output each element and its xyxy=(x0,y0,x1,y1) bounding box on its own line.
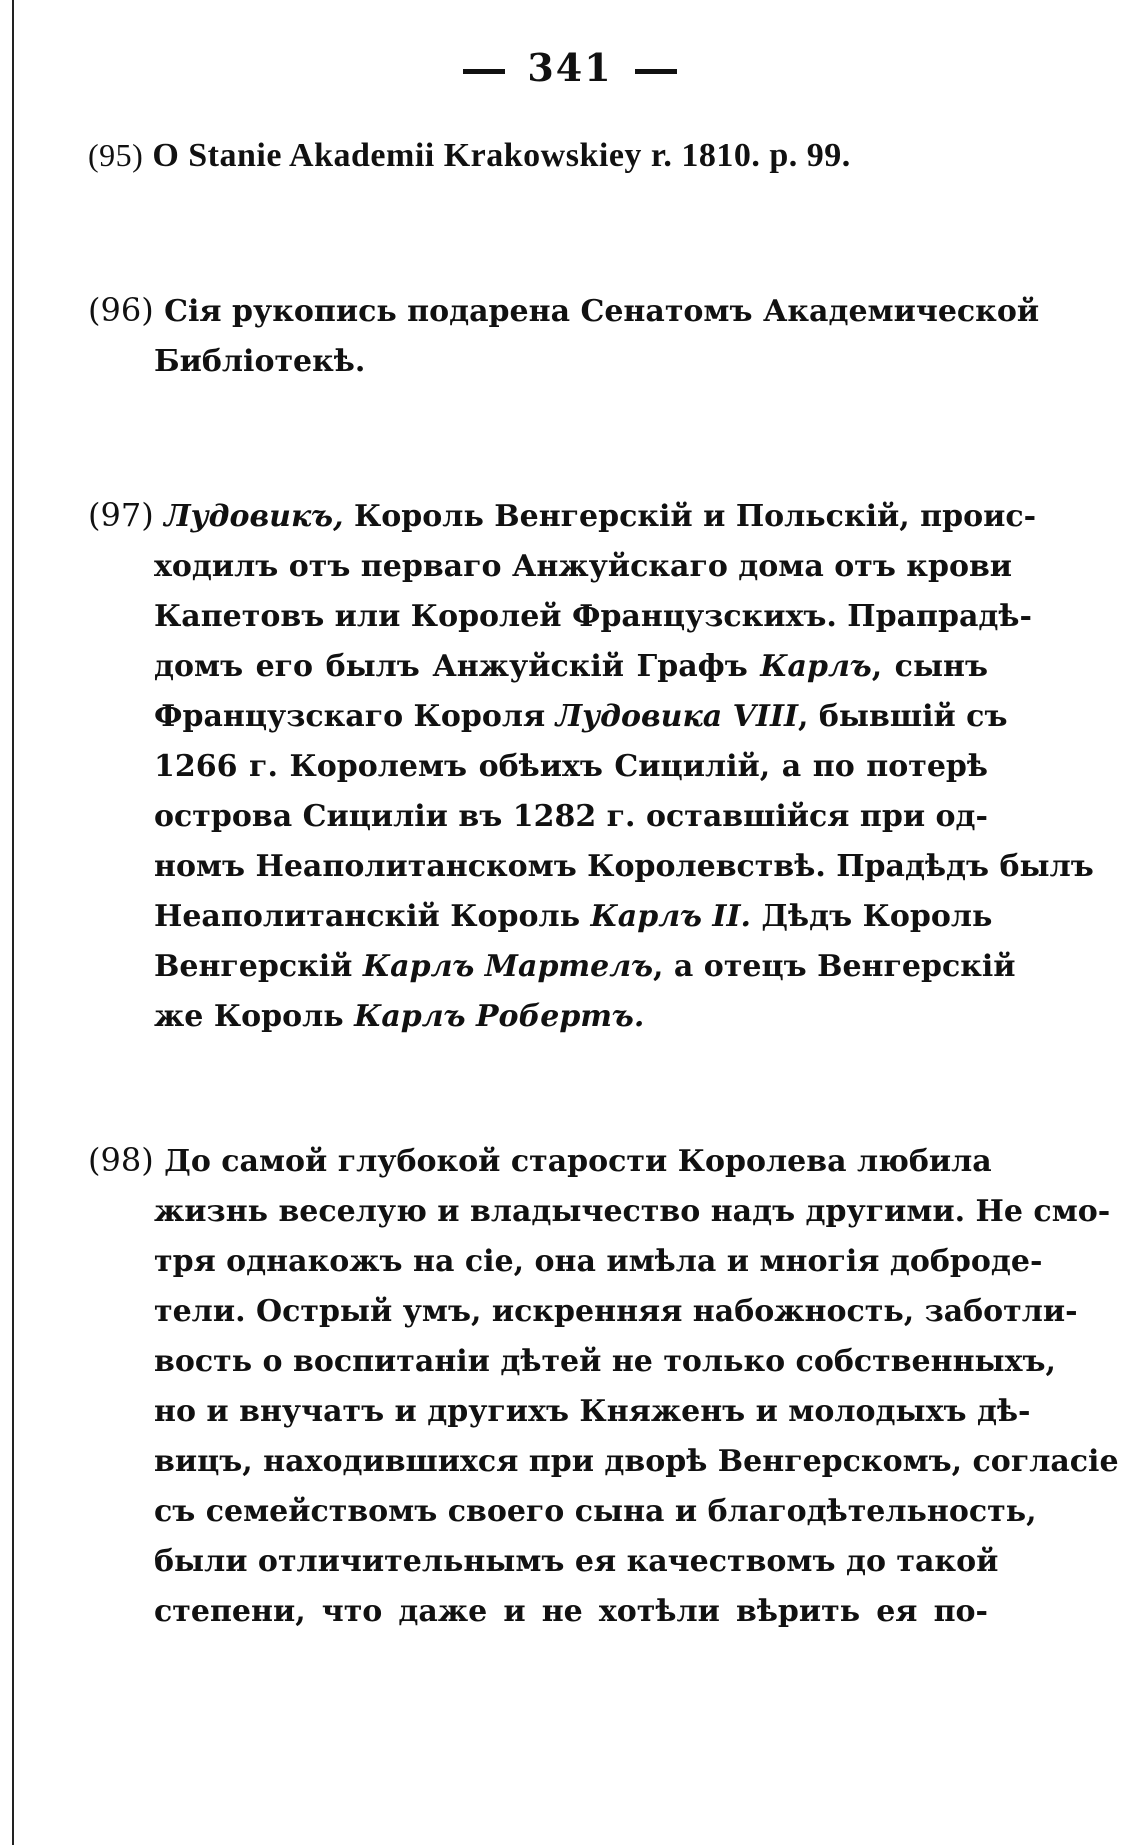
footnote-97 xyxy=(88,490,1094,1042)
footnote-97-name-karl-robert: Карлъ Робертъ. xyxy=(354,999,645,1034)
footnote-98-line-3: тря однакожъ на сіе, она имѣла и многія доброде- xyxy=(154,1244,1043,1279)
footnote-96-text-1: Сія рукопись подарена Сенатомъ Академической xyxy=(164,294,1040,329)
footnote-95-text: O Stanie Akademii Krakowskiey r. 1810. p. 99. xyxy=(152,137,851,174)
footnote-97-line-5 xyxy=(88,692,1008,742)
footnote-97-text-11a: же Король xyxy=(154,999,355,1034)
footnote-98 xyxy=(88,1135,1119,1637)
page-header xyxy=(0,45,1140,90)
footnote-97-text-5c: , бывшій съ xyxy=(798,699,1008,734)
footnote-97-text-5a: Французскаго Короля xyxy=(154,699,556,734)
footnote-97-line-2: ходилъ отъ перваго Анжуйскаго дома отъ крови xyxy=(154,549,1013,584)
footnote-97-name-ludovik: Лудовикъ, xyxy=(164,499,344,534)
footnote-96 xyxy=(88,285,1040,387)
footnote-97-text-10a: Венгерскій xyxy=(154,949,363,984)
footnote-98-line-2: жизнь веселую и владычество надъ другими. Не смо- xyxy=(154,1194,1111,1229)
footnote-97-line-9 xyxy=(88,892,993,942)
footnote-97-line-10 xyxy=(88,942,1016,992)
footnote-97-text-9a: Неаполитанскій Король xyxy=(154,899,591,934)
footnote-97-name-karl: Карлъ xyxy=(760,649,872,684)
header-dash-left xyxy=(463,69,505,74)
footnote-95-number: (95) xyxy=(88,137,144,173)
footnote-98-line-5: вость о воспитаніи дѣтей не только собственныхъ, xyxy=(154,1344,1056,1379)
footnote-97-text-10c: , а отецъ Венгерскій xyxy=(653,949,1016,984)
page-margin-rule xyxy=(12,0,14,1845)
footnote-98-number: (98) xyxy=(88,1141,154,1179)
footnote-97-number: (97) xyxy=(88,496,154,534)
footnote-97-line-8: номъ Неаполитанскомъ Королевствѣ. Прадѣдъ былъ xyxy=(154,849,1094,884)
footnote-97-text-9c: Дѣдъ Король xyxy=(750,899,993,934)
footnote-97-name-ludovik-viii: Лудовика VIII xyxy=(555,699,799,734)
footnote-98-text-1: До самой глубокой старости Королева любила xyxy=(164,1144,992,1179)
footnote-98-line-7: вицъ, находившихся при дворѣ Венгерскомъ, согласіе xyxy=(154,1444,1119,1479)
footnote-97-line-1 xyxy=(88,490,1037,542)
footnote-98-line-8: съ семействомъ своего сына и благодѣтельность, xyxy=(154,1494,1037,1529)
footnote-97-text-4a: домъ его былъ Анжуйскій Графъ xyxy=(154,649,761,684)
footnote-95 xyxy=(88,130,988,181)
footnote-98-line-1 xyxy=(88,1135,992,1187)
footnote-97-line-7: острова Сициліи въ 1282 г. оставшійся при од- xyxy=(154,799,988,834)
footnote-98-line-6: но и внучатъ и другихъ Княженъ и молодыхъ дѣ- xyxy=(154,1394,1031,1429)
header-dash-right xyxy=(635,69,677,74)
footnote-97-name-karl-ii: Карлъ II. xyxy=(590,899,751,934)
footnote-97-text-1: Король Венгерскій и Польскій, проис- xyxy=(343,499,1037,534)
footnote-98-line-10: степени, что даже и не хотѣли вѣрить ея по- xyxy=(154,1594,988,1629)
footnote-96-number: (96) xyxy=(88,291,154,329)
page-number: 341 xyxy=(527,45,613,90)
footnote-97-line-11 xyxy=(88,992,988,1042)
footnote-97-line-3: Капетовъ или Королей Французскихъ. Прапрадѣ- xyxy=(154,599,1032,634)
footnote-96-line-1 xyxy=(88,285,1040,337)
footnote-98-line-4: тели. Острый умъ, искренняя набожность, заботли- xyxy=(154,1294,1078,1329)
footnote-97-text-4c: , сынъ xyxy=(871,649,988,684)
footnote-97-line-4 xyxy=(88,642,988,692)
footnote-97-line-6: 1266 г. Королемъ обѣихъ Сицилій, а по потерѣ xyxy=(154,749,988,784)
footnote-95-line xyxy=(88,130,988,181)
footnote-96-line-2: Библіотекѣ. xyxy=(154,344,366,379)
footnote-98-line-9: были отличительнымъ ея качествомъ до такой xyxy=(154,1544,999,1579)
footnote-97-name-karl-martel: Карлъ Мартелъ xyxy=(362,949,654,984)
